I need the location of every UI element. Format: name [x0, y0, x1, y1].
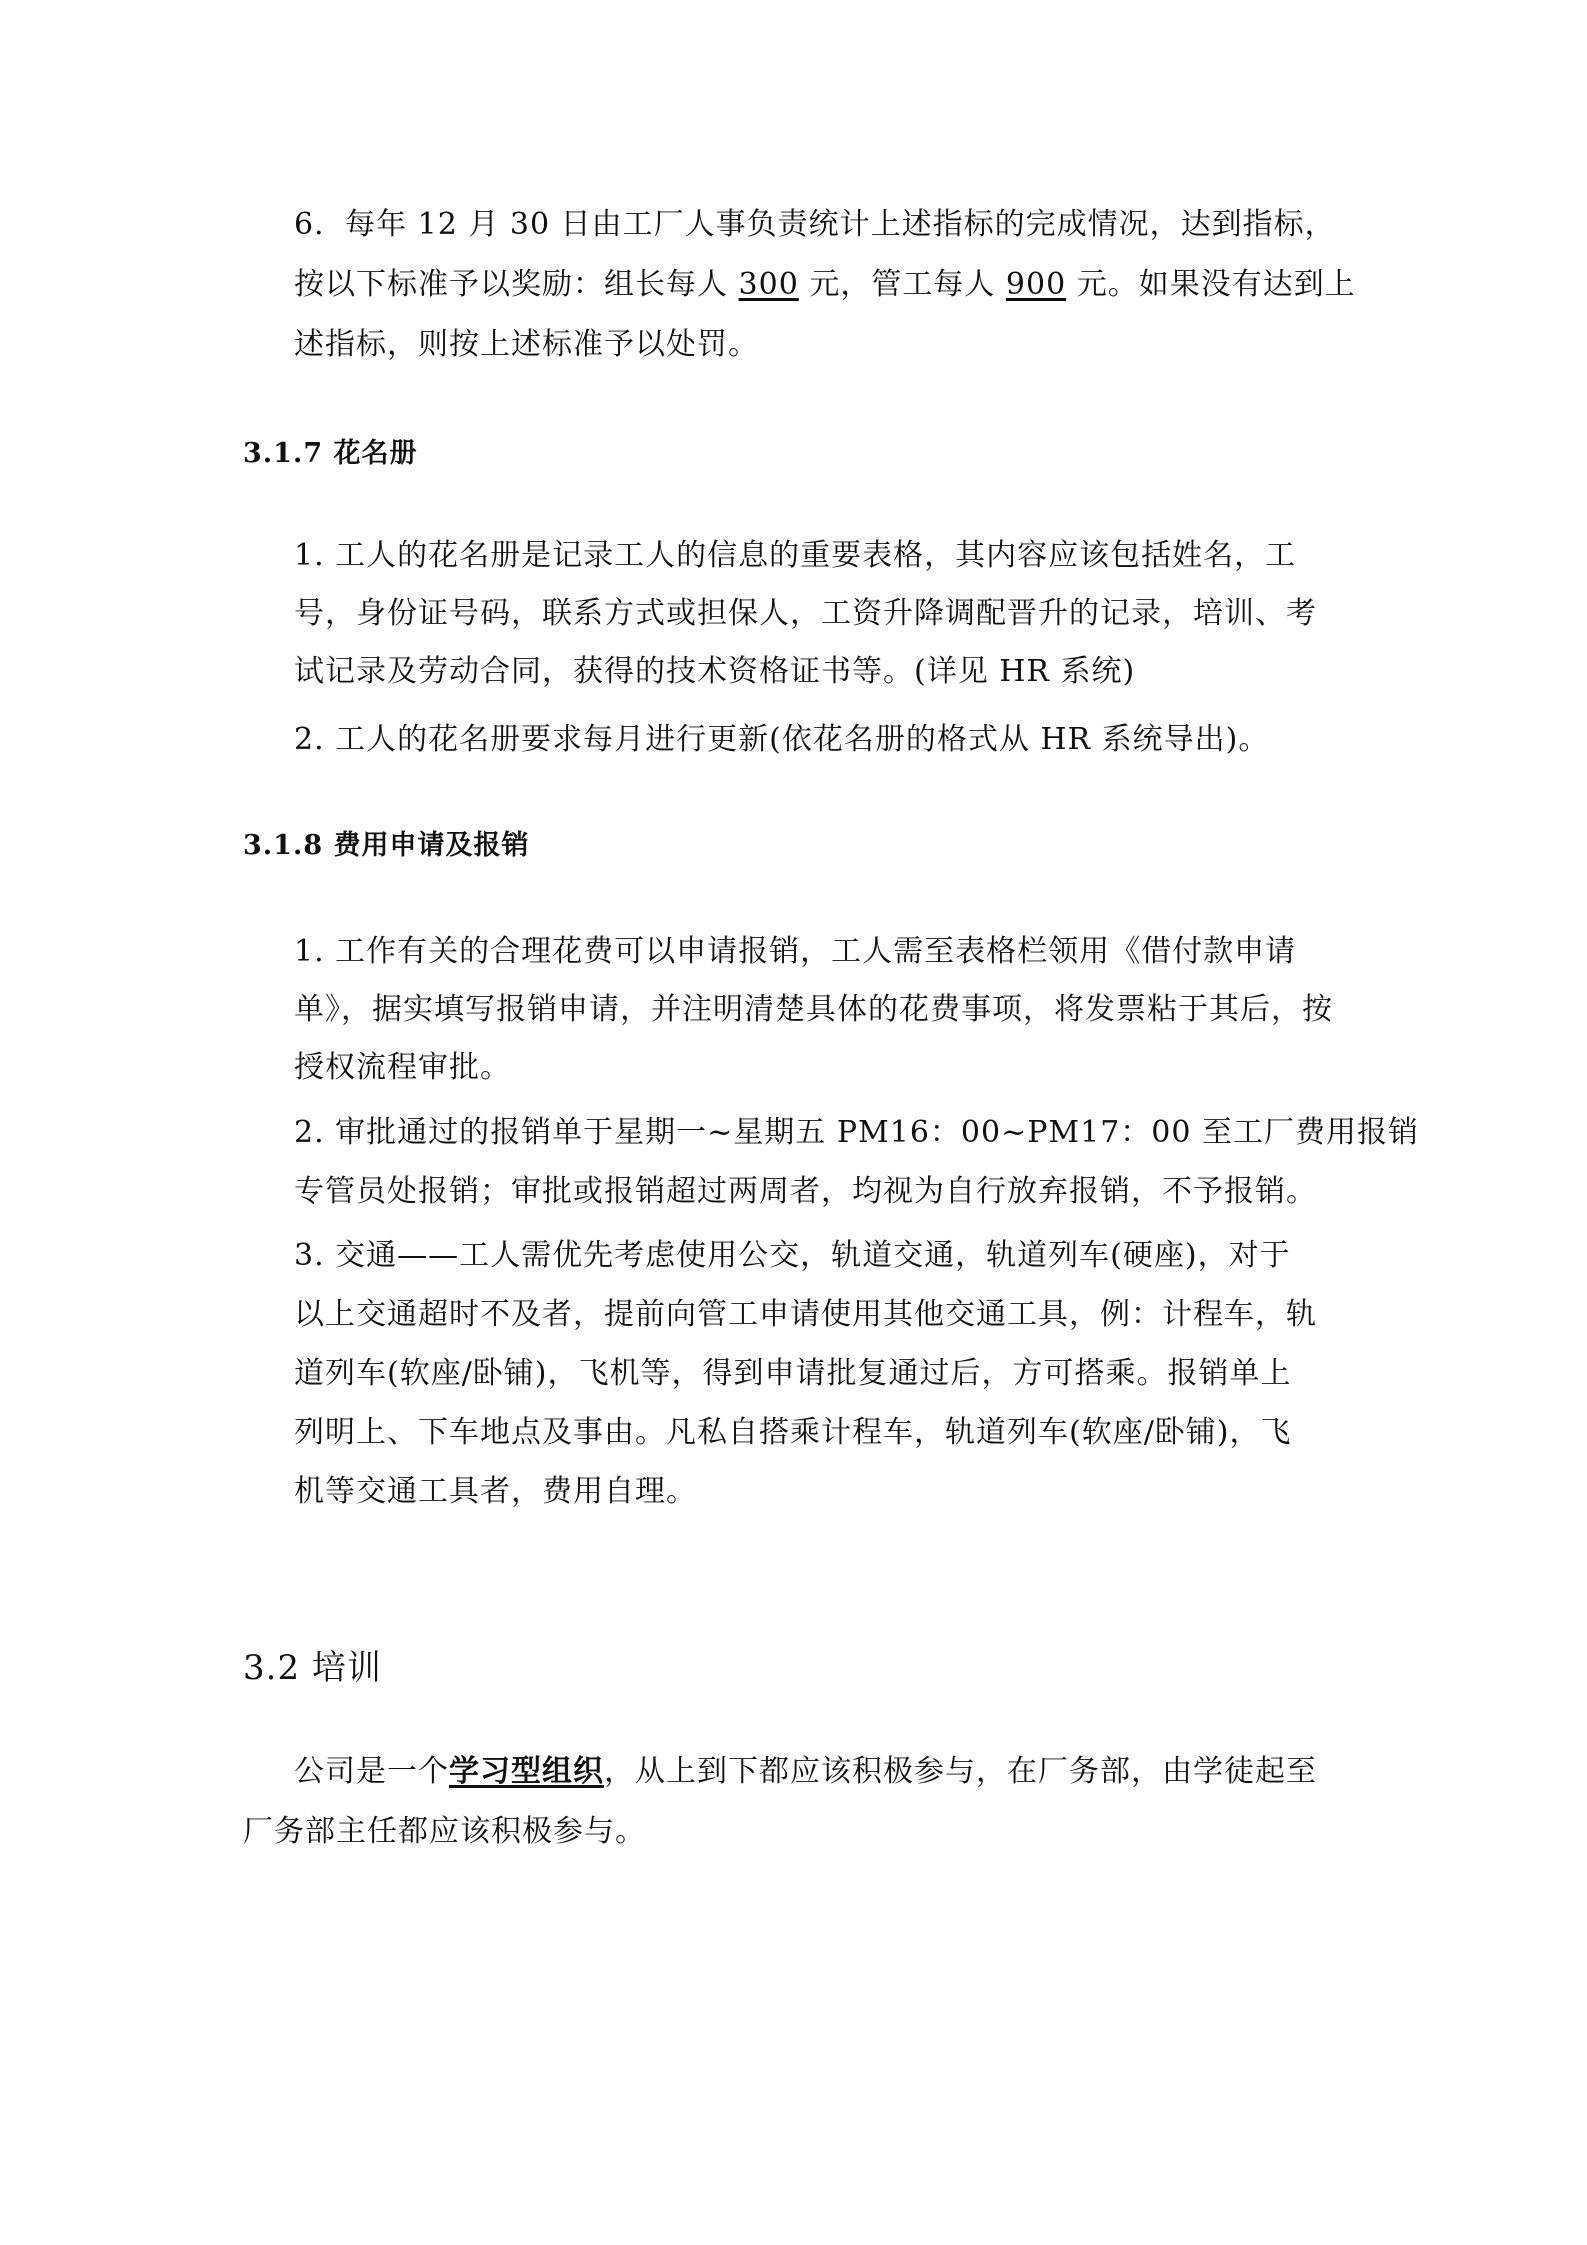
roster-item2-line1: 2. 工人的花名册要求每月进行更新(依花名册的格式从 HR 系统导出)。	[294, 722, 1270, 757]
item6-line2	[294, 265, 1356, 305]
foreman-amount: 900	[1005, 267, 1067, 302]
training-para-line1-b: ，从上到下都应该积极参与，在厂务部，由学徒起至	[604, 1754, 1317, 1789]
group-leader-amount: 300	[738, 267, 799, 302]
learning-organization-link[interactable]: 学习型组织	[449, 1754, 604, 1789]
training-para-line1	[294, 1752, 1317, 1792]
heading-3-1-7: 3.1.7 花名册	[243, 438, 418, 469]
expense-item3-line2: 以上交通超时不及者，提前向管工申请使用其他交通工具，例：计程车，轨	[294, 1297, 1317, 1332]
item6-line2-b: 元，管工每人	[798, 267, 1006, 302]
expense-item2-line2: 专管员处报销；审批或报销超过两周者，均视为自行放弃报销，不予报销。	[294, 1174, 1317, 1209]
expense-item3-line5: 机等交通工具者，费用自理。	[294, 1474, 697, 1509]
expense-item1-line1: 1. 工作有关的合理花费可以申请报销，工人需至表格栏领用《借付款申请	[294, 934, 1297, 969]
item6-line1: 6．每年 12 月 30 日由工厂人事负责统计上述指标的完成情况，达到指标，	[294, 207, 1336, 242]
training-para-line1-a: 公司是一个	[294, 1754, 449, 1789]
item6-line2-a: 按以下标准予以奖励：组长每人	[294, 267, 739, 302]
roster-item1-line1: 1. 工人的花名册是记录工人的信息的重要表格，其内容应该包括姓名，工	[294, 538, 1297, 573]
heading-3-2: 3.2 培训	[243, 1648, 382, 1688]
expense-item2-line1: 2. 审批通过的报销单于星期一~星期五 PM16：00~PM17：00 至工厂费用报销	[294, 1115, 1420, 1150]
item6-line2-c: 元。如果没有达到上	[1066, 267, 1356, 302]
item6-line3: 述指标，则按上述标准予以处罚。	[294, 327, 759, 362]
expense-item3-line3: 道列车(软座/卧铺)，飞机等，得到申请批复通过后，方可搭乘。报销单上	[294, 1356, 1292, 1391]
roster-item1-line2: 号，身份证号码，联系方式或担保人，工资升降调配晋升的记录，培训、考	[294, 596, 1317, 631]
expense-item1-line2: 单》，据实填写报销申请，并注明清楚具体的花费事项，将发票粘于其后，按	[294, 992, 1333, 1027]
expense-item1-line3: 授权流程审批。	[294, 1050, 511, 1085]
heading-3-1-8: 3.1.8 费用申请及报销	[243, 830, 530, 861]
training-para-line2: 厂务部主任都应该积极参与。	[243, 1814, 646, 1849]
roster-item1-line3: 试记录及劳动合同，获得的技术资格证书等。(详见 HR 系统)	[294, 654, 1136, 689]
expense-item3-line4: 列明上、下车地点及事由。凡私自搭乘计程车，轨道列车(软座/卧铺)，飞	[294, 1415, 1292, 1450]
expense-item3-line1: 3. 交通——工人需优先考虑使用公交，轨道交通，轨道列车(硬座)，对于	[294, 1238, 1291, 1273]
